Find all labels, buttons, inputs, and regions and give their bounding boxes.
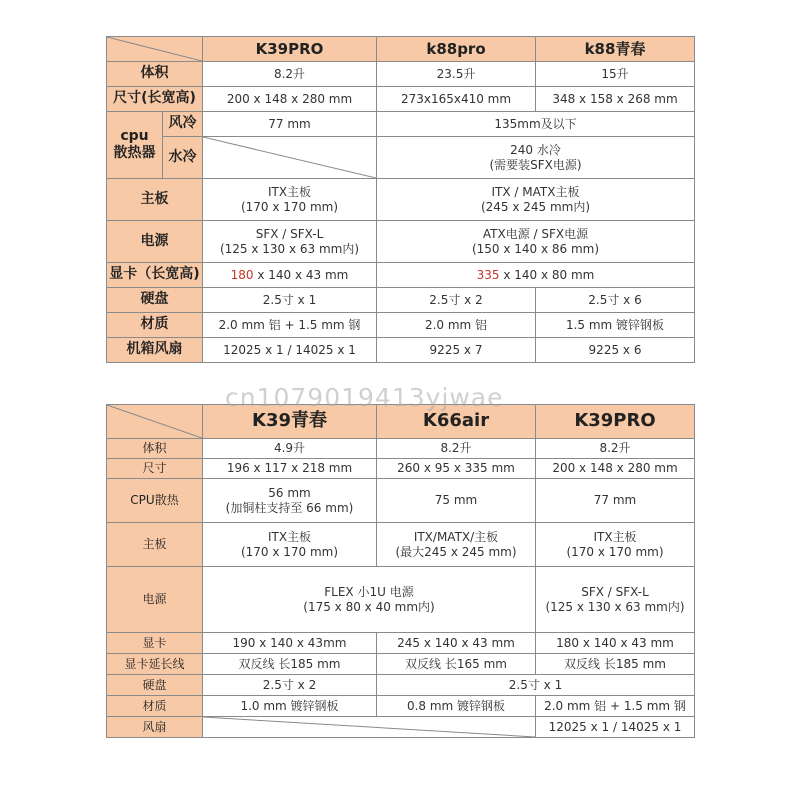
- table-row: [107, 717, 695, 738]
- row-label: 主板: [107, 179, 203, 221]
- cell: 75 mm: [377, 479, 536, 523]
- watermark-text: cn1079019413yjwae: [225, 383, 504, 412]
- table-row: [107, 633, 695, 654]
- cell-line: (175 x 80 x 40 mm内): [303, 599, 435, 614]
- table-row: [107, 263, 695, 288]
- column-header: k88pro: [377, 37, 536, 62]
- column-header: K66air: [377, 405, 536, 439]
- table-row: [107, 523, 695, 567]
- table-row: [107, 567, 695, 633]
- cell-line: SFX / SFX-L: [581, 584, 649, 599]
- cell: [203, 567, 536, 633]
- cell: 180 x 140 x 43 mm: [536, 633, 695, 654]
- cpu-label-line: 散热器: [113, 145, 156, 161]
- cell: 200 x 148 x 280 mm: [536, 459, 695, 479]
- column-header: k88青春: [536, 37, 695, 62]
- table-row: [107, 179, 695, 221]
- cell-line: FLEX 小1U 电源: [324, 584, 414, 599]
- cell-line: 240 水冷: [510, 142, 561, 157]
- table-row: [107, 62, 695, 87]
- cell-line: (245 x 245 mm内): [480, 199, 591, 214]
- cell: 23.5升: [377, 62, 536, 87]
- cell: [377, 221, 695, 263]
- table-row: [107, 675, 695, 696]
- cell: [377, 137, 695, 179]
- highlight-value: 335: [476, 267, 500, 282]
- cell: 1.5 mm 镀锌钢板: [536, 313, 695, 338]
- cell-line: ITX主板: [267, 184, 312, 199]
- row-label: 电源: [107, 567, 203, 633]
- cell: 4.9升: [203, 439, 377, 459]
- cell: 2.5寸 x 1: [377, 675, 695, 696]
- cell-line: SFX / SFX-L: [255, 226, 324, 241]
- cell: 8.2升: [536, 439, 695, 459]
- highlight-value: 180: [230, 267, 254, 282]
- cell-line: (最大245 x 245 mm): [395, 544, 517, 559]
- table-row: [107, 439, 695, 459]
- cell: 12025 x 1 / 14025 x 1: [203, 338, 377, 363]
- cell: 260 x 95 x 335 mm: [377, 459, 536, 479]
- row-label: 体积: [107, 62, 203, 87]
- table-row: [107, 479, 695, 523]
- cell-line: 56 mm: [268, 485, 311, 500]
- cell: 135mm及以下: [377, 112, 695, 137]
- cell: 196 x 117 x 218 mm: [203, 459, 377, 479]
- row-label: 硬盘: [107, 288, 203, 313]
- cell: [203, 523, 377, 567]
- row-label: 材质: [107, 696, 203, 717]
- table-row: [107, 137, 695, 179]
- cell: 2.0 mm 铝 + 1.5 mm 钢: [203, 313, 377, 338]
- cell-line: ITX主板: [593, 529, 637, 544]
- cell-line: (需要装SFX电源): [489, 157, 582, 172]
- cell: [203, 179, 377, 221]
- cell-line: (125 x 130 x 63 mm内): [219, 241, 360, 256]
- row-label: 机箱风扇: [107, 338, 203, 363]
- corner-cell: [107, 37, 203, 62]
- cell: 2.0 mm 铝: [377, 313, 536, 338]
- row-label: 尺寸(长宽高): [107, 87, 203, 112]
- row-label: 显卡延长线: [107, 654, 203, 675]
- cell-line: ATX电源 / SFX电源: [482, 226, 589, 241]
- cell: 273x165x410 mm: [377, 87, 536, 112]
- cell-line: (170 x 170 mm): [566, 544, 664, 559]
- cell: 2.0 mm 铝 + 1.5 mm 钢: [536, 696, 695, 717]
- cell: 12025 x 1 / 14025 x 1: [536, 717, 695, 738]
- row-label: 材质: [107, 313, 203, 338]
- cell: 1.0 mm 镀锌钢板: [203, 696, 377, 717]
- table-row: [107, 696, 695, 717]
- cell: 190 x 140 x 43mm: [203, 633, 377, 654]
- cell: 15升: [536, 62, 695, 87]
- column-header: K39青春: [203, 405, 377, 439]
- cell: 77 mm: [536, 479, 695, 523]
- cell-line: ITX/MATX/主板: [413, 529, 499, 544]
- row-label: 显卡（长宽高): [107, 263, 203, 288]
- cell: 9225 x 7: [377, 338, 536, 363]
- row-label: 硬盘: [107, 675, 203, 696]
- cell: [536, 567, 695, 633]
- empty-cell: [203, 717, 536, 738]
- table-row: [107, 405, 695, 439]
- spec-table-1: [106, 36, 695, 363]
- cell: 8.2升: [377, 439, 536, 459]
- cell-line: (170 x 170 mm): [240, 544, 339, 559]
- cell: 双反线 长185 mm: [536, 654, 695, 675]
- row-label: 显卡: [107, 633, 203, 654]
- cell: 348 x 158 x 268 mm: [536, 87, 695, 112]
- table-row: [107, 313, 695, 338]
- table-row: [107, 338, 695, 363]
- cell-text: x 140 x 80 mm: [499, 267, 595, 282]
- row-label: 水冷: [163, 137, 203, 179]
- cell: 8.2升: [203, 62, 377, 87]
- cell: 0.8 mm 镀锌钢板: [377, 696, 536, 717]
- cell: 2.5寸 x 2: [377, 288, 536, 313]
- cell: [203, 263, 377, 288]
- empty-cell: [203, 137, 377, 179]
- table-row: [107, 221, 695, 263]
- cell-line: (150 x 140 x 86 mm): [471, 241, 600, 256]
- cell: [536, 523, 695, 567]
- cell: 2.5寸 x 1: [203, 288, 377, 313]
- row-label: 风冷: [163, 112, 203, 137]
- spec-table-2: [106, 404, 695, 738]
- cell-line: (加铜柱支持至 66 mm): [225, 500, 354, 515]
- table-row: [107, 87, 695, 112]
- cell-line: ITX主板: [267, 529, 312, 544]
- row-label: 体积: [107, 439, 203, 459]
- cell: 双反线 长185 mm: [203, 654, 377, 675]
- row-label: 风扇: [107, 717, 203, 738]
- row-label-cpu: [107, 112, 163, 179]
- cell: 245 x 140 x 43 mm: [377, 633, 536, 654]
- cell: 2.5寸 x 6: [536, 288, 695, 313]
- cell: [203, 479, 377, 523]
- cpu-label-line: cpu: [120, 127, 149, 144]
- cell-text: x 140 x 43 mm: [253, 267, 349, 282]
- column-header: K39PRO: [203, 37, 377, 62]
- cell-line: ITX / MATX主板: [491, 184, 580, 199]
- table-row: [107, 654, 695, 675]
- cell: 双反线 长165 mm: [377, 654, 536, 675]
- column-header: K39PRO: [536, 405, 695, 439]
- row-label: CPU散热: [107, 479, 203, 523]
- corner-cell: [107, 405, 203, 439]
- table-row: [107, 112, 695, 137]
- cell: 200 x 148 x 280 mm: [203, 87, 377, 112]
- cell-line: (125 x 130 x 63 mm内): [545, 599, 685, 614]
- table-row: [107, 37, 695, 62]
- cell: [377, 263, 695, 288]
- cell: 2.5寸 x 2: [203, 675, 377, 696]
- row-label: 尺寸: [107, 459, 203, 479]
- cell-line: (170 x 170 mm): [240, 199, 339, 214]
- row-label: 主板: [107, 523, 203, 567]
- cell: 9225 x 6: [536, 338, 695, 363]
- table-row: [107, 288, 695, 313]
- row-label: 电源: [107, 221, 203, 263]
- cell: [377, 179, 695, 221]
- cell: 77 mm: [203, 112, 377, 137]
- table-row: [107, 459, 695, 479]
- cell: [203, 221, 377, 263]
- cell: [377, 523, 536, 567]
